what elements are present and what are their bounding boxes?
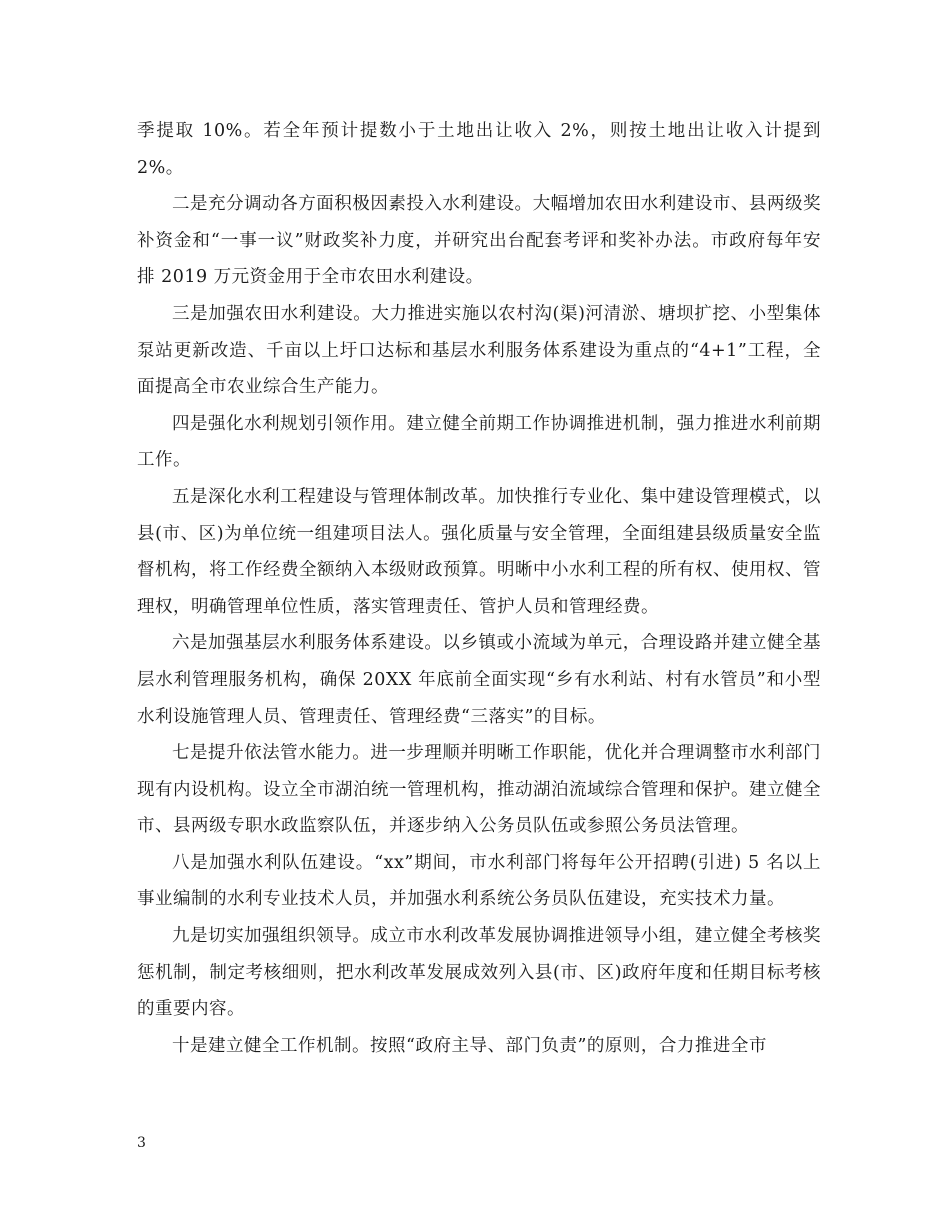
paragraph: 八是加强水利队伍建设。“xx”期间，市水利部门将每年公开招聘(引进) 5 名以上事业编制的水利专业技术人员，并加强水利系统公务员队伍建设，充实技术力量。: [137, 852, 821, 910]
paragraph: 季提取 10%。若全年预计提数小于土地出让收入 2%，则按土地出让收入计提到 2%。: [137, 121, 821, 178]
paragraph: 五是深化水利工程建设与管理体制改革。加快推行专业化、集中建设管理模式，以县(市、区)为单位统一组建项目法人。强化质量与安全管理，全面组建县级质量安全监督机构，将工作经费全额纳入本级财政预算。明晰中小水利工程的所有权、使用权、管理权，明确管理单位性质，落实管理责任、管护人员和管理经费。: [137, 486, 821, 617]
paragraph: 九是切实加强组织领导。成立市水利改革发展协调推进领导小组，建立健全考核奖惩机制，制定考核细则，把水利改革发展成效列入县(市、区)政府年度和任期目标考核的重要内容。: [137, 926, 821, 1020]
paragraph: 三是加强农田水利建设。大力推进实施以农村沟(渠)河清淤、塘坝扩挖、小型集体泵站更新改造、千亩以上圩口达标和基层水利服务体系建设为重点的“4+1”工程，全面提高全市农业综合生产能力。: [137, 303, 821, 398]
page-number: 3: [137, 1135, 146, 1151]
paragraph: 十是建立健全工作机制。按照“政府主导、部门负责”的原则，合力推进全市: [172, 1035, 767, 1056]
document-body: [137, 113, 821, 1064]
paragraph: 六是加强基层水利服务体系建设。以乡镇或小流域为单元，合理设路并建立健全基层水利管理服务机构，确保 20XX 年底前全面实现“乡有水利站、村有水管员”和小型水利设施管理人员、管理责任、管理经费“三落实”的目标。: [137, 633, 821, 727]
paragraph: 二是充分调动各方面积极因素投入水利建设。大幅增加农田水利建设市、县两级奖补资金和“一事一议”财政奖补力度，并研究出台配套考评和奖补办法。市政府每年安排 2019 万元资金用于全市农田水利建设。: [137, 194, 821, 288]
paragraph: 四是强化水利规划引领作用。建立健全前期工作协调推进机制，强力推进水利前期工作。: [137, 413, 821, 471]
paragraph: 七是提升依法管水能力。进一步理顺并明晰工作职能，优化并合理调整市水利部门现有内设机构。设立全市湖泊统一管理机构，推动湖泊流域综合管理和保护。建立健全市、县两级专职水政监察队伍，并逐步纳入公务员队伍或参照公务员法管理。: [137, 743, 821, 837]
